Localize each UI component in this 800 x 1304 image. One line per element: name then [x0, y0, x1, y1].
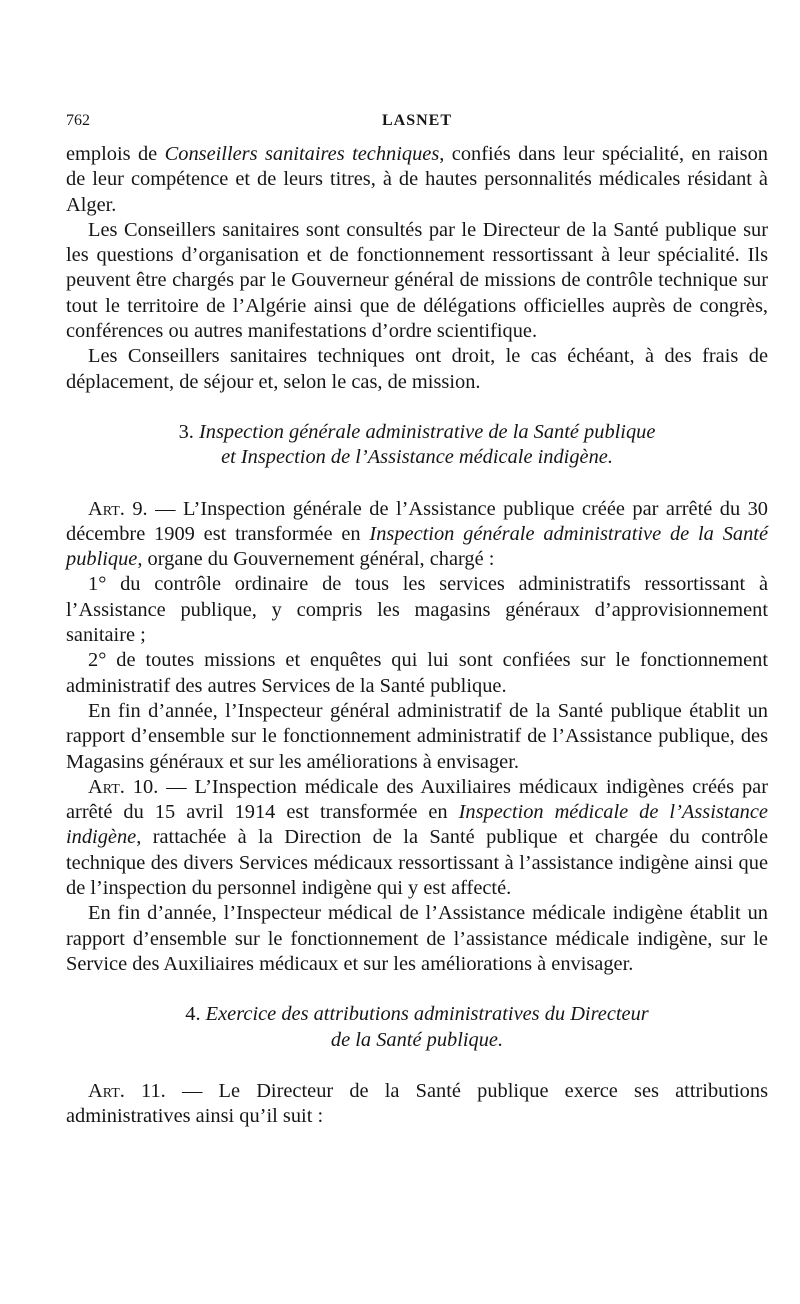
text-run: — L’Inspection générale de l’Assistance publique créée par arrêté du 30 décembre 1909 est transformée en — [66, 497, 769, 545]
paragraph-conseillers-frais: Les Conseillers sanitaires techniques ont droit, le cas échéant, à des frais de déplacement, de séjour et, selon le cas, de mission. — [66, 345, 768, 393]
body-text — [66, 1079, 768, 1130]
paragraph-rapport-medical: En fin d’année, l’Inspecteur médical de l’Assistance médicale indigène établit un rapport d’ensemble sur le fonctionnement de l’assistance médicale indigène, sur le Service des Auxiliaires médicaux et sur les améliorations à envisager. — [66, 902, 768, 975]
paragraph-rapport-administratif: En fin d’année, l’Inspecteur général administratif de la Santé publique établit un rapport d’ensemble sur le fonctionnement administratif de l’Assistance publique, des Magasins généraux et sur les améliorations à envisager. — [66, 699, 768, 773]
heading-line — [66, 1002, 768, 1027]
text-run: emplois de — [66, 143, 165, 165]
article-label: Art. 11. — [88, 1079, 166, 1102]
page-content — [66, 112, 768, 1129]
text-run: , confiés dans leur spécialité, en raison de leur compétence et de leurs titres, à de hautes personnalités médicales résidant à Alger. — [66, 143, 768, 216]
text-run: , organe du Gouvernement général, chargé : — [137, 548, 495, 571]
article-11 — [66, 1079, 768, 1130]
section-heading-4 — [66, 1002, 768, 1053]
page-number: 762 — [66, 112, 90, 129]
heading-text: Exercice des attributions administratives du Directeur — [205, 1003, 649, 1026]
paragraph-conseillers-consultes: Les Conseillers sanitaires sont consultés par le Directeur de la Santé publique sur les questions d’organisation et de fonctionnement ressortissant à leur spécialité. Ils peuvent être chargés par le Gouverneur général de missions de contrôle technique sur tout le territoire de l’Algérie ainsi que de délégations officielles auprès de congrès, conférences ou autres manifestations d’ordre scientifique. — [66, 218, 768, 343]
section-heading-3 — [66, 420, 768, 471]
article-label: Art. 9. — [88, 497, 148, 520]
italic-term: Inspection générale administrative de la Santé publique — [66, 522, 768, 571]
running-title: LASNET — [381, 112, 453, 129]
heading-number: 4. — [185, 1003, 201, 1026]
article-9 — [66, 497, 768, 573]
italic-term: Conseillers sanitaires techniques — [164, 143, 440, 165]
article-label: Art. 10. — [88, 775, 159, 798]
heading-number: 3. — [178, 420, 194, 443]
heading-line — [66, 420, 768, 445]
text-run: — Le Directeur de la Santé publique exerce ses attributions administratives ainsi qu’il suit : — [66, 1079, 769, 1128]
paragraph-conseillers-intro — [66, 142, 768, 218]
heading-line: et Inspection de l’Assistance médicale indigène. — [221, 446, 613, 469]
article-10 — [66, 775, 768, 901]
heading-line: de la Santé publique. — [330, 1028, 504, 1051]
italic-term: Inspection médicale de l’Assistance indigène — [66, 801, 768, 849]
body-text — [66, 497, 768, 978]
heading-text: Inspection générale administrative de la Santé publique — [198, 420, 656, 443]
body-text — [66, 142, 768, 395]
list-item-2: 2° de toutes missions et enquêtes qui lui sont confiées sur le fonctionnement administratif des autres Services de la Santé publique. — [66, 649, 768, 697]
text-run: , rattachée à la Direction de la Santé publique et chargée du contrôle technique des divers Services médicaux ressortissant à l’assistance indigène ainsi que de l’inspection du personnel indigène qui y est affecté. — [66, 826, 768, 900]
running-header — [66, 112, 768, 142]
text-run: — L’Inspection médicale des Auxiliaires médicaux indigènes créés par arrêté du 15 avril 1914 est transformée en — [66, 775, 768, 824]
list-item-1: 1° du contrôle ordinaire de tous les services administratifs ressortissant à l’Assistance publique, y compris les magasins généraux d’approvisionnement sanitaire ; — [66, 573, 768, 647]
